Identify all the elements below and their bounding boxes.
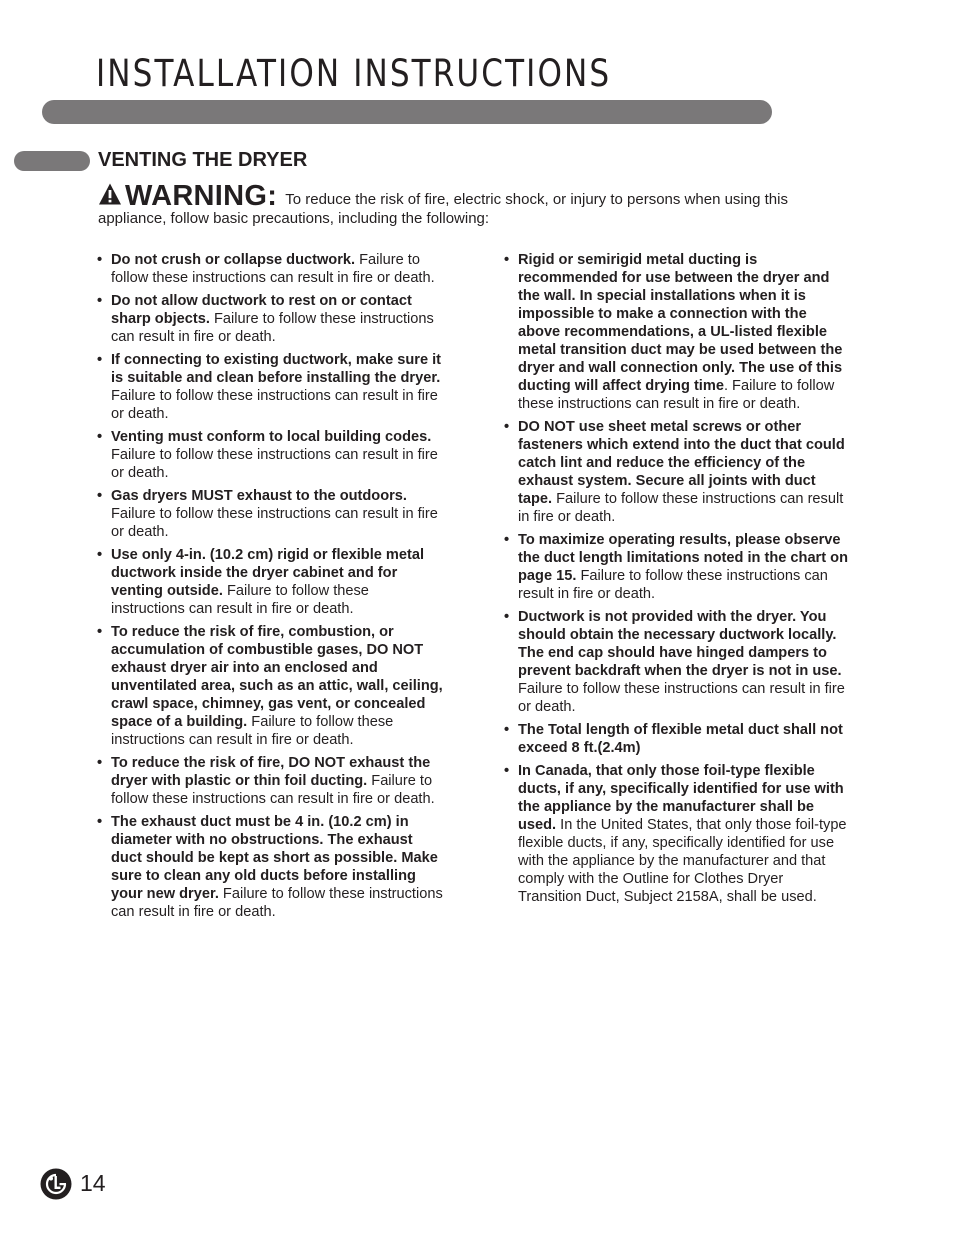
- item-bold-text: In Canada, that only those foil-type flexible ducts, if any, specifically identified for use with the appliance by the manufacturer shall be used.: [518, 763, 844, 833]
- item-bold-text: The exhaust duct must be 4 in. (10.2 cm) in diameter with no obstructions. The exhaust duct should be kept as short as possible. Make sure to clean any old ducts before installing your new dryer.: [111, 814, 438, 902]
- list-item: [504, 762, 849, 906]
- list-item: [504, 608, 849, 716]
- section-tab-marker: [14, 151, 90, 171]
- list-item: [97, 813, 443, 921]
- list-item: [97, 428, 443, 482]
- list-item: [97, 546, 443, 618]
- item-text: Failure to follow these instructions can result in fire or death.: [111, 388, 438, 422]
- list-item: [504, 531, 849, 603]
- list-item: [504, 418, 849, 526]
- item-text: . Failure to follow these instructions can result in fire or death.: [518, 378, 835, 412]
- left-precautions-list: [97, 251, 443, 926]
- item-text: Failure to follow these instructions can result in fire or death.: [111, 773, 435, 807]
- item-bold-text: Do not allow ductwork to rest on or contact sharp objects.: [111, 293, 412, 327]
- item-text: Failure to follow these instructions can result in fire or death.: [518, 681, 845, 715]
- item-bold-text: Gas dryers MUST exhaust to the outdoors.: [111, 488, 407, 504]
- item-bold-text: The Total length of flexible metal duct shall not exceed 8 ft.(2.4m): [518, 722, 843, 756]
- warning-intro-text: To reduce the risk of fire, electric shock, or injury to persons when using this appliance, follow basic precautions, including the following:: [98, 191, 788, 227]
- item-bold-text: To reduce the risk of fire, DO NOT exhaust the dryer with plastic or thin foil ducting.: [111, 755, 431, 789]
- lg-logo-icon: [40, 1168, 72, 1200]
- item-bold-text: DO NOT use sheet metal screws or other fasteners which extend into the duct that could catch lint and reduce the efficiency of the exhaust system. Secure all joints with duct tape.: [518, 419, 845, 507]
- section-heading: VENTING THE DRYER: [98, 149, 308, 171]
- item-bold-text: Venting must conform to local building codes.: [111, 429, 432, 445]
- list-item: [504, 251, 849, 413]
- list-item: [97, 351, 443, 423]
- item-text: Failure to follow these instructions can result in fire or death.: [111, 447, 438, 481]
- item-text: Failure to follow these instructions can result in fire or death.: [111, 252, 435, 286]
- item-text: Failure to follow these instructions can result in fire or death.: [111, 583, 369, 617]
- title-divider-bar: [42, 100, 772, 124]
- list-item: [97, 623, 443, 749]
- item-bold-text: To maximize operating results, please observe the duct length limitations noted in the chart on page 15.: [518, 532, 848, 584]
- right-precautions-list: [504, 251, 849, 911]
- list-item: [504, 721, 849, 757]
- item-bold-text: To reduce the risk of fire, combustion, or accumulation of combustible gases, DO NOT exhaust dryer air into an enclosed and unventilated area, such as an attic, wall, ceiling, crawl space, chimney, gas vent, or concealed space of a building.: [111, 624, 443, 730]
- item-bold-text: If connecting to existing ductwork, make sure it is suitable and clean before installing the dryer.: [111, 352, 442, 386]
- item-text: Failure to follow these instructions can result in fire or death.: [111, 714, 394, 748]
- item-bold-text: Rigid or semirigid metal ducting is recommended for use between the dryer and the wall. In special installations when it is impossible to make a connection with the above recommendations, a UL-listed flexible metal transition duct may be used between the dryer and wall connection only. The use of this ducting will affect drying time: [518, 252, 843, 394]
- list-item: [97, 754, 443, 808]
- item-bold-text: Do not crush or collapse ductwork.: [111, 252, 356, 268]
- item-bold-text: Ductwork is not provided with the dryer. You should obtain the necessary ductwork locally. The end cap should have hinged dampers to prevent backdraft when the dryer is not in use.: [518, 609, 842, 679]
- list-item: [97, 487, 443, 541]
- list-item: [97, 292, 443, 346]
- item-text: Failure to follow these instructions can result in fire or death.: [111, 506, 438, 540]
- item-text: Failure to follow these instructions can result in fire or death.: [111, 886, 443, 920]
- warning-triangle-icon: [98, 182, 122, 206]
- page-number: 14: [80, 1170, 106, 1196]
- item-bold-text: Use only 4-in. (10.2 cm) rigid or flexible metal ductwork inside the dryer cabinet and for venting outside.: [111, 547, 425, 599]
- warning-block: [98, 182, 843, 228]
- item-text: Failure to follow these instructions can result in fire or death.: [111, 311, 434, 345]
- warning-label: WARNING:: [125, 180, 278, 212]
- item-text: Failure to follow these instructions can result in fire or death.: [518, 568, 828, 602]
- list-item: [97, 251, 443, 287]
- item-text: In the United States, that only those foil-type flexible ducts, if any, specifically identified for use with the appliance by the manufacturer and that comply with the Outline for Clothes Dryer Transition Duct, Subject 2158A, shall be used.: [518, 817, 847, 905]
- item-text: Failure to follow these instructions can result in fire or death.: [518, 491, 844, 525]
- page-title: INSTALLATION INSTRUCTIONS: [96, 52, 612, 95]
